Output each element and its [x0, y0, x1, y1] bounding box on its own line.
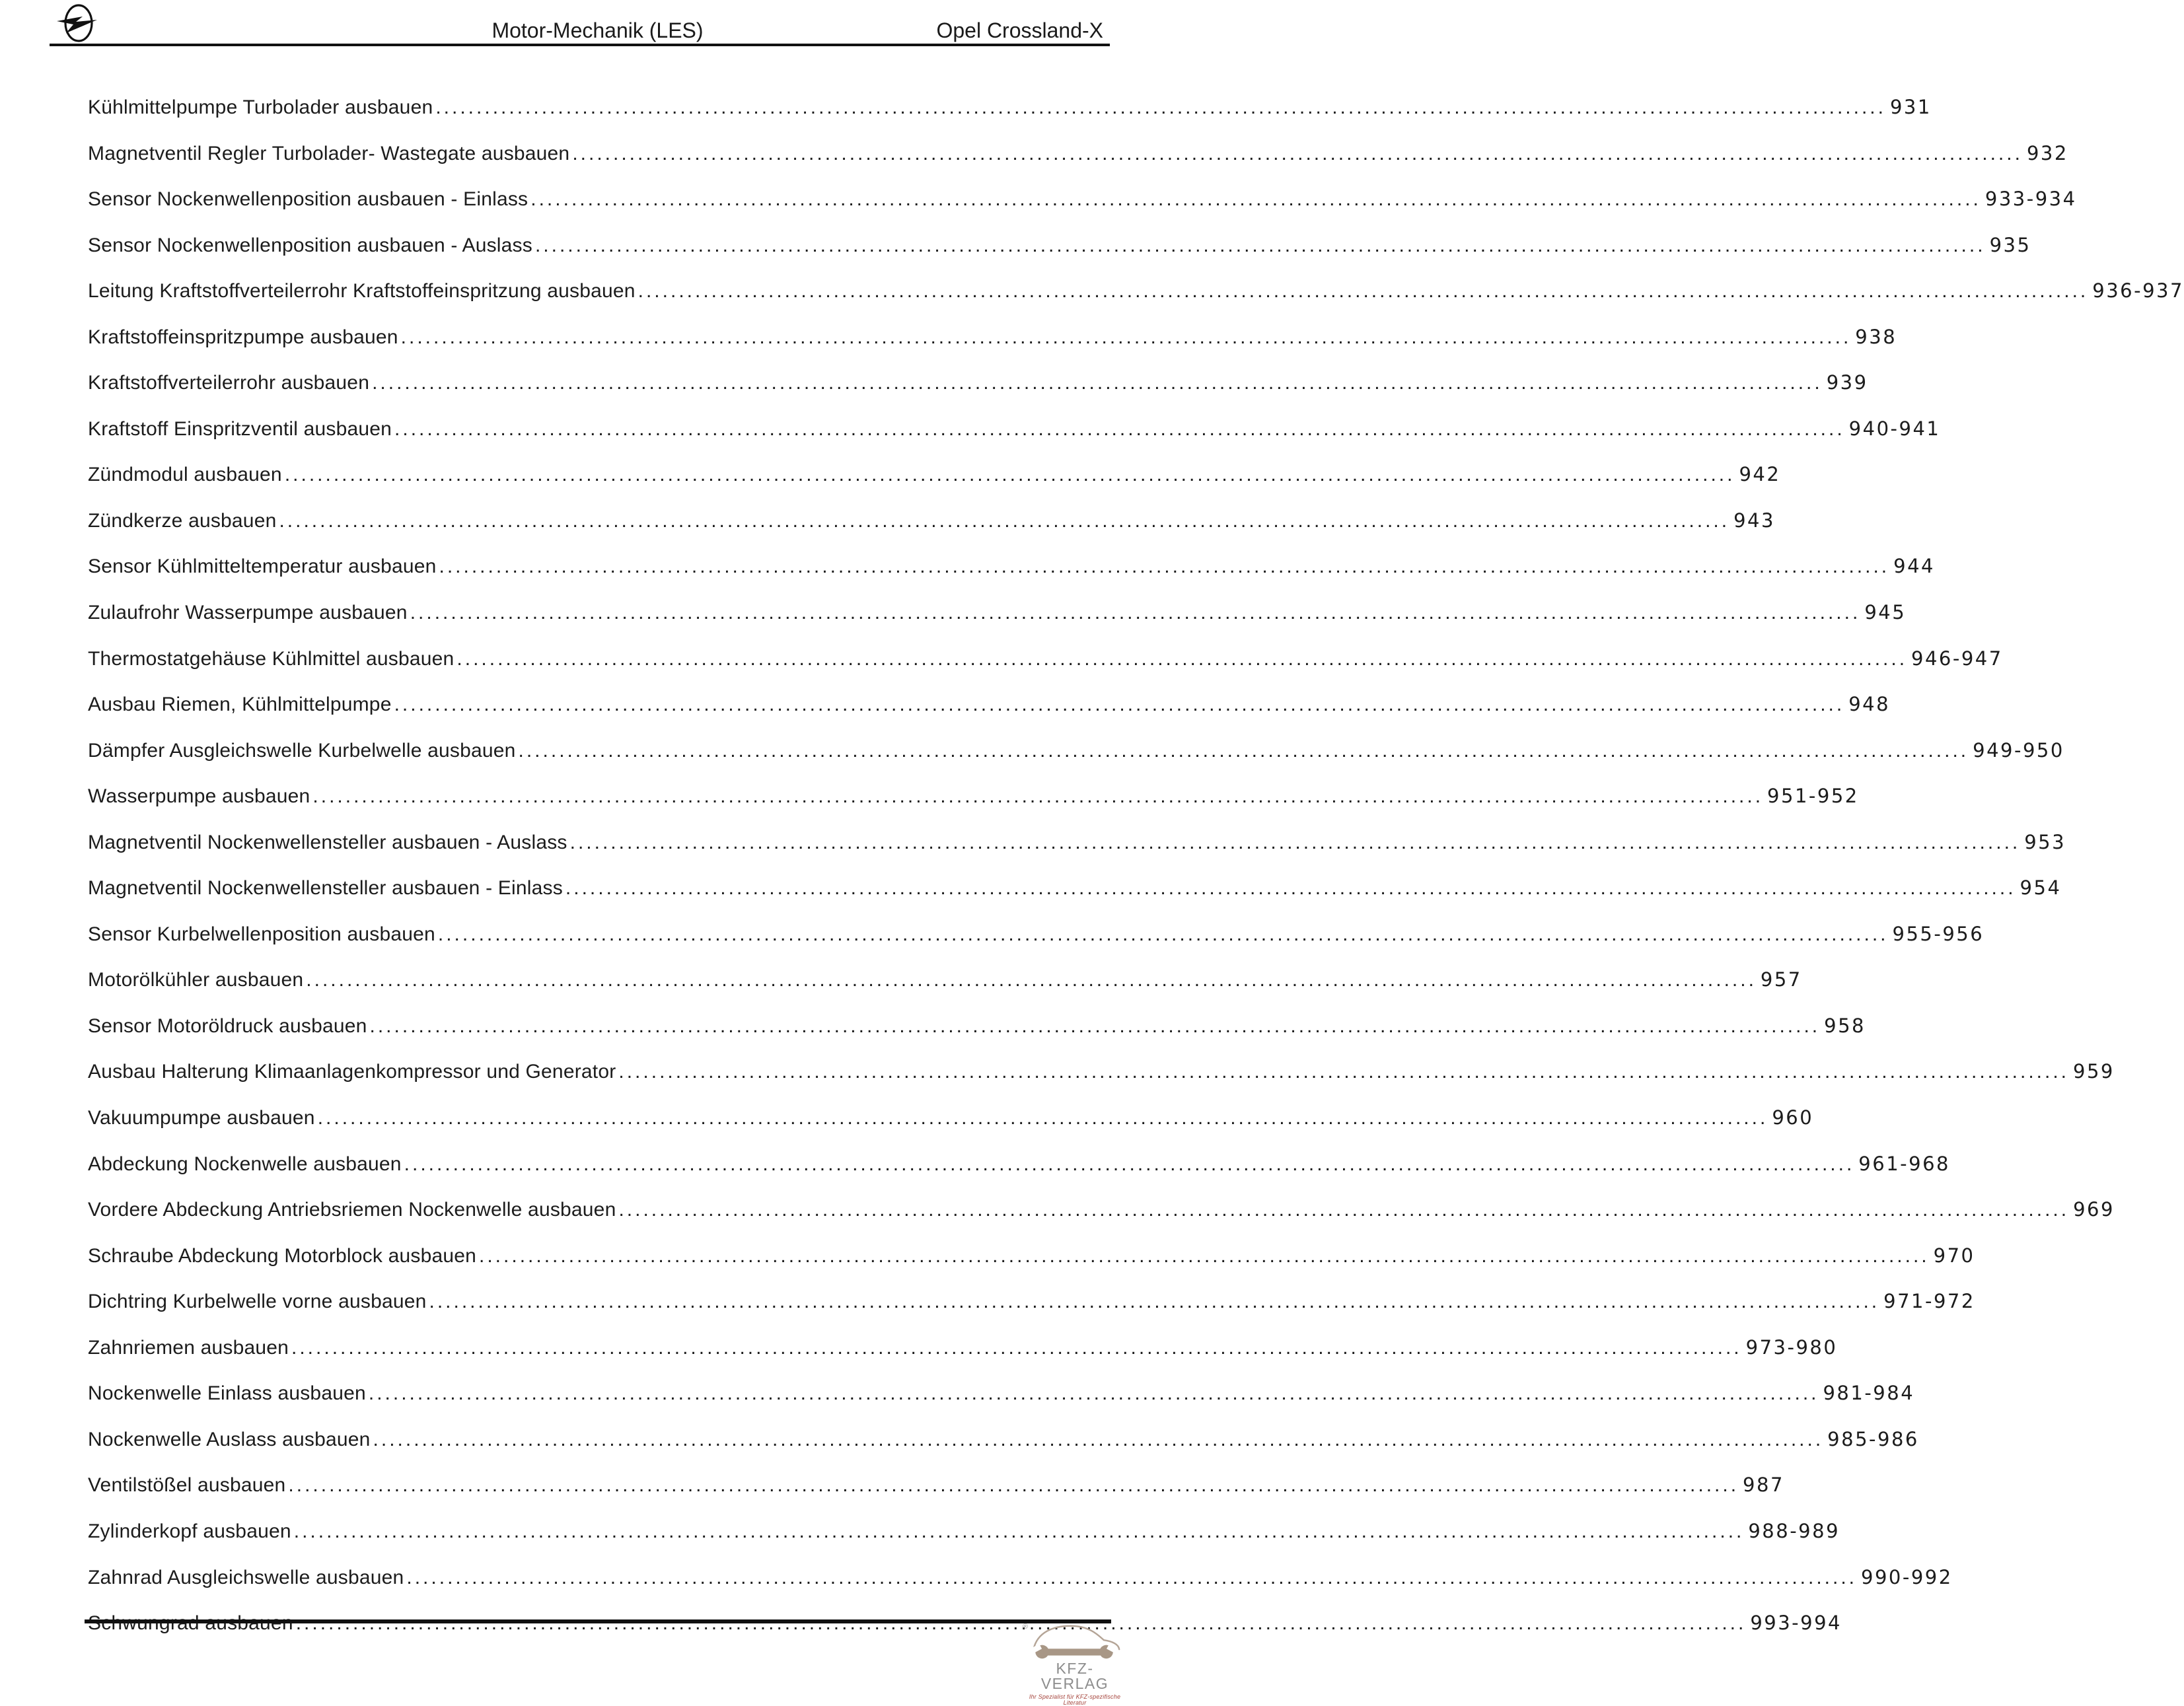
toc-dot-leader	[312, 773, 1763, 820]
toc-entry[interactable]	[88, 1095, 1814, 1141]
toc-entry-label: Thermostatgehäuse Kühlmittel ausbauen	[88, 647, 455, 670]
toc-entry-pages: 959	[2073, 1060, 2115, 1083]
toc-dot-leader	[306, 957, 1757, 1003]
toc-entry-pages: 953	[2024, 830, 2066, 853]
toc-entry[interactable]	[88, 1370, 1915, 1417]
toc-entry-label: Ventilstößel ausbauen	[88, 1474, 286, 1497]
toc-entry[interactable]	[88, 1417, 1919, 1463]
toc-dot-leader	[410, 590, 1861, 636]
toc-dot-leader	[294, 1509, 1745, 1555]
toc-entry-pages: 932	[2026, 141, 2068, 164]
toc-entry-pages: 946-947	[1911, 647, 2003, 670]
toc-dot-leader	[372, 360, 1823, 406]
toc-entry-pages: 987	[1743, 1474, 1784, 1497]
toc-entry[interactable]	[88, 1462, 1784, 1509]
toc-list	[88, 85, 2184, 1647]
toc-entry[interactable]	[88, 360, 1868, 406]
toc-entry-pages: 933-934	[1984, 188, 2077, 211]
toc-entry-pages: 940-941	[1848, 417, 1941, 440]
toc-entry-pages: 993-994	[1750, 1612, 1842, 1635]
toc-dot-leader	[439, 544, 1890, 590]
toc-dot-leader	[285, 452, 1735, 498]
toc-entry-pages: 951-952	[1767, 785, 1859, 808]
toc-dot-leader	[406, 1555, 1857, 1601]
page-title: Motor-Mechanik (LES)	[491, 18, 704, 42]
toc-entry[interactable]	[88, 452, 1781, 498]
toc-entry-pages: 970	[1933, 1244, 1975, 1267]
toc-dot-leader	[404, 1141, 1855, 1188]
toc-entry[interactable]	[88, 544, 1935, 590]
toc-entry-pages: 957	[1760, 968, 1802, 991]
toc-dot-leader	[530, 176, 1981, 223]
toc-entry-label: Nockenwelle Einlass ausbauen	[88, 1382, 366, 1405]
toc-entry[interactable]	[88, 1325, 1838, 1371]
car-wrench-icon	[1025, 1623, 1124, 1660]
toc-entry[interactable]	[88, 865, 2062, 911]
publisher-tagline: Ihr Spezialist für KFZ-spezifische Literatur	[1029, 1693, 1121, 1706]
toc-entry-label: Ausbau Riemen, Kühlmittelpumpe	[88, 693, 392, 716]
toc-entry[interactable]	[88, 498, 1775, 544]
toc-entry-pages: 960	[1772, 1106, 1814, 1129]
toc-entry[interactable]	[88, 1141, 1950, 1188]
toc-dot-leader	[519, 728, 1969, 774]
toc-entry[interactable]	[88, 911, 1984, 958]
toc-entry[interactable]	[88, 1187, 2115, 1233]
toc-entry[interactable]	[88, 773, 1859, 820]
toc-entry-pages: 988-989	[1748, 1519, 1840, 1542]
toc-entry[interactable]	[88, 957, 1802, 1003]
toc-entry-label: Nockenwelle Auslass ausbauen	[88, 1428, 371, 1450]
toc-dot-leader	[435, 85, 1886, 131]
toc-entry-label: Wasserpumpe ausbauen	[88, 785, 310, 808]
toc-dot-leader	[479, 1233, 1930, 1279]
toc-entry[interactable]	[88, 682, 1891, 728]
toc-entry[interactable]	[88, 820, 2066, 866]
toc-entry-pages: 931	[1889, 96, 1932, 118]
toc-entry[interactable]	[88, 223, 2031, 269]
toc-dot-leader	[291, 1325, 1742, 1371]
toc-entry-pages: 961-968	[1858, 1152, 1950, 1175]
toc-entry-label: Ausbau Halterung Klimaanlagenkompressor und Generator	[88, 1061, 616, 1083]
registered-trademark-icon: ®	[1023, 1623, 1029, 1631]
toc-entry-label: Vordere Abdeckung Antriebsriemen Nockenwelle ausbauen	[88, 1199, 616, 1221]
toc-entry-pages: 944	[1893, 555, 1935, 578]
toc-entry-pages: 969	[2073, 1198, 2115, 1221]
toc-dot-leader	[456, 636, 1907, 682]
toc-dot-leader	[429, 1279, 1880, 1325]
toc-entry[interactable]	[88, 1509, 1840, 1555]
header-divider	[50, 44, 1110, 46]
toc-entry[interactable]	[88, 176, 2077, 223]
toc-dot-leader	[438, 911, 1889, 958]
toc-entry-pages: 938	[1855, 325, 1897, 348]
toc-entry-label: Kühlmittelpumpe Turbolader ausbauen	[88, 96, 433, 118]
toc-dot-leader	[618, 1049, 2069, 1095]
toc-entry-pages: 939	[1826, 371, 1868, 394]
toc-entry-label: Kraftstoffeinspritzpumpe ausbauen	[88, 326, 398, 348]
toc-entry-label: Dichtring Kurbelwelle vorne ausbauen	[88, 1291, 427, 1313]
publisher-name: KFZ-VERLAG	[1040, 1660, 1109, 1692]
toc-entry[interactable]	[88, 314, 1897, 361]
toc-entry-pages: 985-986	[1827, 1427, 1919, 1450]
toc-dot-leader	[318, 1095, 1768, 1141]
toc-entry-label: Sensor Nockenwellenposition ausbauen - Einlass	[88, 188, 528, 211]
toc-entry[interactable]	[88, 1003, 1866, 1049]
toc-entry[interactable]	[88, 268, 2184, 314]
toc-dot-leader	[618, 1187, 2069, 1233]
toc-entry-label: Sensor Kurbelwellenposition ausbauen	[88, 923, 435, 945]
toc-entry-pages: 945	[1864, 601, 1907, 624]
toc-entry-pages: 948	[1848, 693, 1891, 716]
toc-entry[interactable]	[88, 590, 1907, 636]
toc-entry[interactable]	[88, 636, 2003, 682]
toc-entry-label: Sensor Motoröldruck ausbauen	[88, 1014, 367, 1037]
toc-entry-label: Abdeckung Nockenwelle ausbauen	[88, 1153, 402, 1175]
toc-entry-pages: 990-992	[1861, 1565, 1953, 1588]
publisher-logo	[1025, 1623, 1124, 1706]
toc-entry-pages: 958	[1824, 1014, 1866, 1037]
toc-dot-leader	[535, 223, 1986, 269]
toc-entry[interactable]	[88, 728, 2064, 774]
toc-dot-leader	[572, 131, 2023, 177]
toc-entry-label: Sensor Nockenwellenposition ausbauen - Auslass	[88, 234, 532, 256]
toc-entry[interactable]	[88, 131, 2068, 177]
toc-entry-pages: 955-956	[1892, 922, 1984, 945]
toc-entry-label: Magnetventil Nockenwellensteller ausbauen - Auslass	[88, 831, 567, 853]
toc-dot-leader	[370, 1003, 1821, 1049]
toc-dot-leader	[565, 865, 2016, 911]
toc-dot-leader	[638, 268, 2089, 314]
vehicle-title: Opel Crossland-X	[936, 18, 1103, 42]
toc-entry-label: Motorölkühler ausbauen	[88, 969, 304, 991]
toc-entry-pages: 973-980	[1745, 1335, 1838, 1359]
toc-entry-label: Zulaufrohr Wasserpumpe ausbauen	[88, 602, 408, 624]
toc-dot-leader	[369, 1370, 1819, 1417]
toc-entry-label: Kraftstoffverteilerrohr ausbauen	[88, 372, 370, 394]
toc-dot-leader	[401, 314, 1852, 361]
toc-entry-label: Zahnriemen ausbauen	[88, 1336, 289, 1359]
toc-entry-label: Zündkerze ausbauen	[88, 509, 277, 532]
toc-entry-label: Schraube Abdeckung Motorblock ausbauen	[88, 1244, 477, 1267]
toc-entry-label: Kraftstoff Einspritzventil ausbauen	[88, 417, 392, 440]
toc-entry-pages: 935	[1989, 233, 2031, 256]
toc-entry[interactable]	[88, 85, 1932, 131]
toc-entry[interactable]	[88, 406, 1941, 452]
toc-entry-label: Zündmodul ausbauen	[88, 464, 282, 486]
toc-dot-leader	[279, 498, 1729, 544]
toc-entry-label: Magnetventil Nockenwellensteller ausbauen - Einlass	[88, 877, 563, 900]
toc-entry-label: Zylinderkopf ausbauen	[88, 1520, 291, 1542]
toc-dot-leader	[394, 406, 1845, 452]
toc-entry-pages: 954	[2020, 876, 2062, 900]
toc-entry-pages: 936-937	[2092, 279, 2184, 302]
toc-entry-pages: 943	[1733, 509, 1775, 532]
toc-entry-label: Leitung Kraftstoffverteilerrohr Kraftstoffeinspritzung ausbauen	[88, 280, 636, 302]
toc-entry-label: Magnetventil Regler Turbolader- Wastegate ausbauen	[88, 142, 570, 164]
toc-entry-pages: 981-984	[1823, 1382, 1915, 1405]
toc-entry-pages: 971-972	[1883, 1290, 1975, 1313]
toc-entry-pages: 942	[1739, 463, 1781, 486]
toc-dot-leader	[570, 820, 2021, 866]
toc-entry[interactable]	[88, 1049, 2115, 1095]
toc-entry-label: Dämpfer Ausgleichswelle Kurbelwelle ausbauen	[88, 739, 516, 762]
toc-entry-label: Zahnrad Ausgleichswelle ausbauen	[88, 1566, 404, 1588]
toc-entry-label: Sensor Kühlmitteltemperatur ausbauen	[88, 555, 437, 578]
toc-dot-leader	[288, 1462, 1739, 1509]
footer-divider	[85, 1619, 1111, 1623]
toc-entry-label: Vakuumpumpe ausbauen	[88, 1107, 315, 1129]
toc-entry-pages: 949-950	[1973, 738, 2064, 762]
toc-entry[interactable]	[88, 1279, 1975, 1325]
toc-entry[interactable]	[88, 1555, 1953, 1601]
toc-dot-leader	[373, 1417, 1824, 1463]
toc-dot-leader	[394, 682, 1845, 728]
toc-entry[interactable]	[88, 1233, 1975, 1279]
